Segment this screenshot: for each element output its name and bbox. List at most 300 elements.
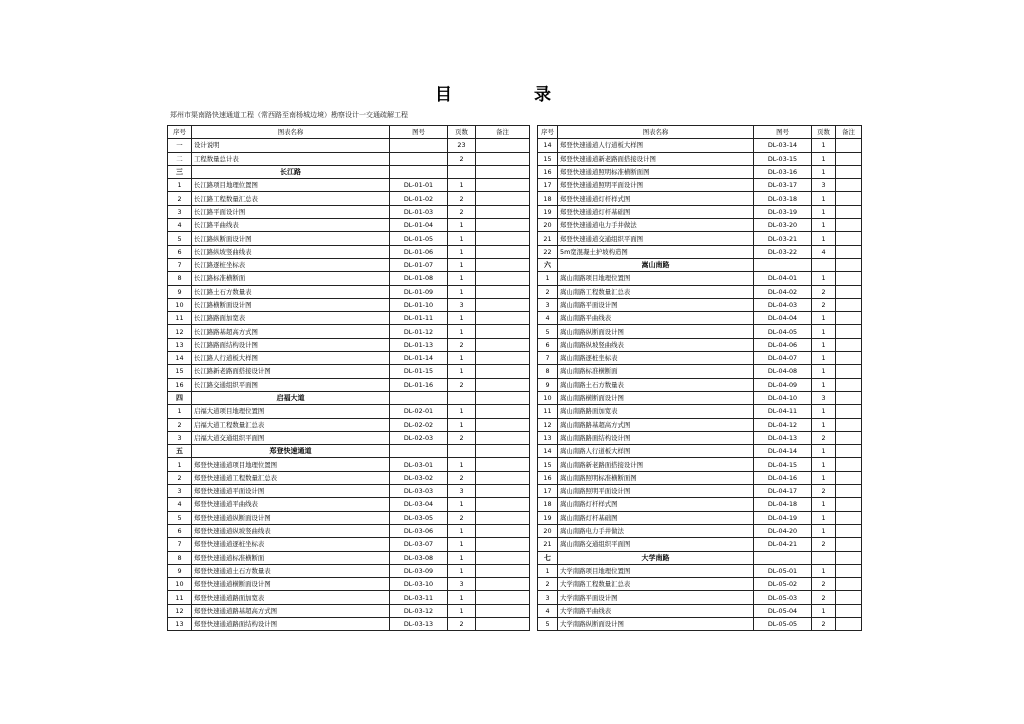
drawing-code: DL-03-19 <box>754 205 812 218</box>
table-row <box>168 405 530 418</box>
page-count: 1 <box>812 325 836 338</box>
note-cell <box>836 551 862 564</box>
row-number: 8 <box>168 551 192 564</box>
note-cell <box>836 338 862 351</box>
table-row <box>168 591 530 604</box>
drawing-name: 大学南路工程数量汇总表 <box>558 578 754 591</box>
note-cell <box>476 591 530 604</box>
row-number: 3 <box>168 431 192 444</box>
drawing-code: DL-01-11 <box>390 312 448 325</box>
drawing-code: DL-03-20 <box>754 219 812 232</box>
drawing-code: DL-04-02 <box>754 285 812 298</box>
table-row <box>168 272 530 285</box>
table-row <box>168 485 530 498</box>
page-count: 2 <box>812 578 836 591</box>
drawing-code: DL-04-10 <box>754 391 812 404</box>
table-row <box>538 192 862 205</box>
note-cell <box>836 219 862 232</box>
drawing-code: DL-03-05 <box>390 511 448 524</box>
note-cell <box>476 378 530 391</box>
header-note: 备注 <box>476 126 530 139</box>
drawing-code <box>390 165 448 178</box>
table-row <box>538 511 862 524</box>
drawing-code: DL-05-02 <box>754 578 812 591</box>
table-row <box>538 152 862 165</box>
row-number: 2 <box>168 471 192 484</box>
page-count: 2 <box>812 485 836 498</box>
header-code: 图号 <box>754 126 812 139</box>
header-no: 序号 <box>538 126 558 139</box>
row-number: 12 <box>168 604 192 617</box>
table-row <box>168 245 530 258</box>
drawing-name: 长江路工程数量汇总表 <box>192 192 390 205</box>
page-count: 1 <box>448 458 476 471</box>
note-cell <box>836 205 862 218</box>
page-count: 1 <box>448 591 476 604</box>
row-number: 16 <box>538 471 558 484</box>
note-cell <box>836 485 862 498</box>
table-row <box>538 591 862 604</box>
drawing-code <box>390 152 448 165</box>
drawing-name: 嵩山南路路面结构设计图 <box>558 431 754 444</box>
note-cell <box>476 485 530 498</box>
row-number: 19 <box>538 511 558 524</box>
drawing-code: DL-04-16 <box>754 471 812 484</box>
row-number: 11 <box>168 312 192 325</box>
page-count: 2 <box>448 205 476 218</box>
page-count: 1 <box>448 405 476 418</box>
header-code: 图号 <box>390 126 448 139</box>
row-number: 5 <box>168 511 192 524</box>
drawing-name: 大学南路纵断面设计图 <box>558 617 754 630</box>
note-cell <box>836 165 862 178</box>
drawing-code: DL-01-05 <box>390 232 448 245</box>
drawing-code: DL-03-09 <box>390 564 448 577</box>
drawing-code: DL-05-03 <box>754 591 812 604</box>
drawing-code: DL-01-04 <box>390 219 448 232</box>
page-count: 2 <box>448 378 476 391</box>
page-count: 1 <box>812 152 836 165</box>
row-number: 9 <box>538 378 558 391</box>
header-note: 备注 <box>836 126 862 139</box>
row-number: 9 <box>168 285 192 298</box>
drawing-name: 启福大道项目地理位置图 <box>192 405 390 418</box>
row-number: 16 <box>168 378 192 391</box>
table-row <box>168 431 530 444</box>
row-number: 16 <box>538 165 558 178</box>
page-count: 1 <box>812 165 836 178</box>
drawing-code: DL-03-22 <box>754 245 812 258</box>
table-row <box>538 458 862 471</box>
table-row <box>168 139 530 152</box>
drawing-name: 长江路纵断面设计图 <box>192 232 390 245</box>
table-row <box>168 352 530 365</box>
page-count: 1 <box>812 564 836 577</box>
note-cell <box>476 192 530 205</box>
note-cell <box>476 152 530 165</box>
drawing-name: 嵩山南路项目地理位置图 <box>558 272 754 285</box>
note-cell <box>836 312 862 325</box>
note-cell <box>476 418 530 431</box>
row-number: 一 <box>168 139 192 152</box>
drawing-code: DL-03-18 <box>754 192 812 205</box>
row-number: 3 <box>538 591 558 604</box>
drawing-code: DL-03-08 <box>390 551 448 564</box>
note-cell <box>836 431 862 444</box>
drawing-code: DL-04-04 <box>754 312 812 325</box>
drawing-code: DL-04-13 <box>754 431 812 444</box>
table-row <box>538 524 862 537</box>
page-count: 1 <box>448 232 476 245</box>
drawing-code: DL-04-17 <box>754 485 812 498</box>
drawing-code: DL-01-09 <box>390 285 448 298</box>
table-row <box>168 298 530 311</box>
page-count: 1 <box>448 538 476 551</box>
page-count: 1 <box>448 604 476 617</box>
page-count: 1 <box>448 498 476 511</box>
drawing-name: 长江路新老路面搭接设计图 <box>192 365 390 378</box>
drawing-name: 郑登快速通道灯杆基础图 <box>558 205 754 218</box>
note-cell <box>836 378 862 391</box>
row-number: 1 <box>168 405 192 418</box>
row-number: 2 <box>168 418 192 431</box>
page-count: 1 <box>812 365 836 378</box>
row-number: 14 <box>538 445 558 458</box>
page-count: 3 <box>812 391 836 404</box>
row-number: 2 <box>538 578 558 591</box>
drawing-code: DL-04-18 <box>754 498 812 511</box>
row-number: 14 <box>538 139 558 152</box>
drawing-code: DL-04-09 <box>754 378 812 391</box>
note-cell <box>476 352 530 365</box>
drawing-name: 郑登快速通道新老路面搭接设计图 <box>558 152 754 165</box>
row-number: 19 <box>538 205 558 218</box>
table-row <box>168 578 530 591</box>
note-cell <box>836 285 862 298</box>
table-row <box>538 245 862 258</box>
table-row <box>168 192 530 205</box>
drawing-code: DL-02-02 <box>390 418 448 431</box>
row-number: 1 <box>538 564 558 577</box>
drawing-name: 嵩山南路标准横断面 <box>558 365 754 378</box>
page-count: 2 <box>812 298 836 311</box>
page-count: 1 <box>812 338 836 351</box>
drawing-code: DL-01-14 <box>390 352 448 365</box>
row-number: 2 <box>168 192 192 205</box>
drawing-code: DL-05-01 <box>754 564 812 577</box>
note-cell <box>836 232 862 245</box>
row-number: 8 <box>168 272 192 285</box>
note-cell <box>476 498 530 511</box>
drawing-name: 郑登快速通道照明平面设计图 <box>558 179 754 192</box>
header-name: 图表名称 <box>558 126 754 139</box>
row-number: 4 <box>168 498 192 511</box>
note-cell <box>836 245 862 258</box>
page-count: 1 <box>448 325 476 338</box>
drawing-code: DL-04-03 <box>754 298 812 311</box>
table-header-row <box>538 126 862 139</box>
table-row <box>168 418 530 431</box>
table-row <box>538 312 862 325</box>
drawing-name: 嵩山南路灯杆基础图 <box>558 511 754 524</box>
note-cell <box>836 258 862 271</box>
note-cell <box>476 272 530 285</box>
drawing-code: DL-04-11 <box>754 405 812 418</box>
row-number: 7 <box>168 538 192 551</box>
table-row <box>538 219 862 232</box>
drawing-code <box>754 551 812 564</box>
drawing-code: DL-01-06 <box>390 245 448 258</box>
table-row <box>538 165 862 178</box>
page-count <box>448 391 476 404</box>
drawing-name: 嵩山南路路面加宽表 <box>558 405 754 418</box>
section-row <box>168 165 530 178</box>
drawing-code: DL-03-17 <box>754 179 812 192</box>
drawing-name: 嵩山南路电力手井做法 <box>558 524 754 537</box>
note-cell <box>836 152 862 165</box>
page-count: 1 <box>812 352 836 365</box>
table-row <box>538 285 862 298</box>
table-row <box>538 471 862 484</box>
drawing-code: DL-04-14 <box>754 445 812 458</box>
page-count: 2 <box>448 511 476 524</box>
note-cell <box>836 405 862 418</box>
drawing-code: DL-02-03 <box>390 431 448 444</box>
table-row <box>538 445 862 458</box>
note-cell <box>476 391 530 404</box>
page-count: 2 <box>448 471 476 484</box>
note-cell <box>476 538 530 551</box>
toc-table-right <box>537 125 862 631</box>
note-cell <box>836 365 862 378</box>
drawing-name: 大学南路项目地理位置图 <box>558 564 754 577</box>
note-cell <box>836 617 862 630</box>
table-row <box>168 458 530 471</box>
drawing-name: 大学南路平面设计图 <box>558 591 754 604</box>
page-count: 1 <box>448 365 476 378</box>
note-cell <box>476 258 530 271</box>
row-number: 3 <box>538 298 558 311</box>
drawing-code: DL-03-21 <box>754 232 812 245</box>
drawing-name: 嵩山南路平面设计图 <box>558 298 754 311</box>
table-row <box>538 405 862 418</box>
drawing-name: 郑登快速通道人行道板大样图 <box>558 139 754 152</box>
note-cell <box>836 391 862 404</box>
page-count: 1 <box>448 564 476 577</box>
drawing-code: DL-03-16 <box>754 165 812 178</box>
row-number: 13 <box>168 338 192 351</box>
drawing-code: DL-04-05 <box>754 325 812 338</box>
page-count: 2 <box>448 617 476 630</box>
table-row <box>538 391 862 404</box>
drawing-code: DL-03-15 <box>754 152 812 165</box>
table-row <box>538 564 862 577</box>
table-row <box>168 365 530 378</box>
row-number: 六 <box>538 258 558 271</box>
drawing-code: DL-04-07 <box>754 352 812 365</box>
page-count: 2 <box>448 431 476 444</box>
drawing-name: 长江路标准横断面 <box>192 272 390 285</box>
drawing-name: 长江路逐桩坐标表 <box>192 258 390 271</box>
drawing-name: 启福大道交通组织平面图 <box>192 431 390 444</box>
row-number: 2 <box>538 285 558 298</box>
note-cell <box>476 445 530 458</box>
drawing-name: 长江路路基超高方式图 <box>192 325 390 338</box>
row-number: 11 <box>168 591 192 604</box>
row-number: 14 <box>168 352 192 365</box>
drawing-code: DL-05-04 <box>754 604 812 617</box>
table-row <box>538 352 862 365</box>
page-count: 3 <box>448 298 476 311</box>
page-count: 2 <box>812 591 836 604</box>
page-count: 2 <box>448 338 476 351</box>
row-number: 3 <box>168 485 192 498</box>
table-row <box>168 524 530 537</box>
drawing-code: DL-02-01 <box>390 405 448 418</box>
row-number: 20 <box>538 524 558 537</box>
table-row <box>538 205 862 218</box>
page-count: 1 <box>448 524 476 537</box>
page-count: 1 <box>448 551 476 564</box>
row-number: 15 <box>168 365 192 378</box>
drawing-name: 长江路平曲线表 <box>192 219 390 232</box>
drawing-code: DL-01-13 <box>390 338 448 351</box>
note-cell <box>476 604 530 617</box>
page-count: 1 <box>812 498 836 511</box>
note-cell <box>476 165 530 178</box>
row-number: 10 <box>168 298 192 311</box>
table-row <box>168 378 530 391</box>
table-row <box>538 325 862 338</box>
note-cell <box>476 179 530 192</box>
section-title: 启福大道 <box>192 391 390 404</box>
drawing-code: DL-01-08 <box>390 272 448 285</box>
section-row <box>538 258 862 271</box>
drawing-code: DL-05-05 <box>754 617 812 630</box>
page-count: 1 <box>448 352 476 365</box>
page-count: 1 <box>448 179 476 192</box>
row-number: 七 <box>538 551 558 564</box>
note-cell <box>836 498 862 511</box>
note-cell <box>836 604 862 617</box>
drawing-name: 郑登快速通道路面结构设计图 <box>192 617 390 630</box>
section-title: 郑登快速通道 <box>192 445 390 458</box>
drawing-name: 长江路项目地理位置图 <box>192 179 390 192</box>
row-number: 9 <box>168 564 192 577</box>
row-number: 20 <box>538 219 558 232</box>
drawing-name: 郑登快速通道工程数量汇总表 <box>192 471 390 484</box>
drawing-name: 5m宽混凝土护坡构造图 <box>558 245 754 258</box>
page-count: 1 <box>812 524 836 537</box>
note-cell <box>836 538 862 551</box>
project-subtitle: 郑州市渠南路快速通道工程（常西路至南杨城边境）勘察设计一交通疏解工程 <box>170 111 408 119</box>
row-number: 11 <box>538 405 558 418</box>
note-cell <box>476 551 530 564</box>
table-row <box>168 232 530 245</box>
drawing-code: DL-03-01 <box>390 458 448 471</box>
table-row <box>538 365 862 378</box>
drawing-code <box>390 139 448 152</box>
page-count: 4 <box>812 245 836 258</box>
table-row <box>538 498 862 511</box>
table-row <box>538 378 862 391</box>
table-row <box>168 564 530 577</box>
drawing-name: 郑登快速通道土石方数量表 <box>192 564 390 577</box>
table-row <box>538 179 862 192</box>
row-number: 21 <box>538 232 558 245</box>
drawing-name: 郑登快速通道灯杆样式图 <box>558 192 754 205</box>
table-row <box>168 285 530 298</box>
section-row <box>168 391 530 404</box>
drawing-code: DL-01-03 <box>390 205 448 218</box>
note-cell <box>476 458 530 471</box>
drawing-name: 嵩山南路照明平面设计图 <box>558 485 754 498</box>
header-pages: 页数 <box>812 126 836 139</box>
page-count: 1 <box>812 272 836 285</box>
drawing-name: 设计说明 <box>192 139 390 152</box>
page-count: 2 <box>448 192 476 205</box>
drawing-code: DL-01-16 <box>390 378 448 391</box>
drawing-name: 郑登快速通道逐桩坐标表 <box>192 538 390 551</box>
note-cell <box>476 245 530 258</box>
drawing-code: DL-01-12 <box>390 325 448 338</box>
drawing-name: 郑登快速通道项目地理位置图 <box>192 458 390 471</box>
drawing-name: 嵩山南路交通组织平面图 <box>558 538 754 551</box>
row-number: 1 <box>168 458 192 471</box>
page-count <box>448 445 476 458</box>
page-count: 1 <box>812 471 836 484</box>
note-cell <box>476 617 530 630</box>
toc-body-left <box>168 139 530 631</box>
drawing-name: 郑登快速通道路面加宽表 <box>192 591 390 604</box>
row-number: 5 <box>538 325 558 338</box>
table-row <box>538 578 862 591</box>
drawing-name: 嵩山南路新老路面搭接设计图 <box>558 458 754 471</box>
page-count: 1 <box>448 245 476 258</box>
drawing-name: 长江路平面设计图 <box>192 205 390 218</box>
page-count: 1 <box>812 405 836 418</box>
table-row <box>168 179 530 192</box>
page-count: 1 <box>812 312 836 325</box>
toc-body-right <box>538 139 862 631</box>
note-cell <box>476 578 530 591</box>
table-row <box>168 471 530 484</box>
row-number: 17 <box>538 179 558 192</box>
row-number: 10 <box>168 578 192 591</box>
drawing-name: 长江路路面结构设计图 <box>192 338 390 351</box>
note-cell <box>476 471 530 484</box>
row-number: 10 <box>538 391 558 404</box>
row-number: 7 <box>538 352 558 365</box>
row-number: 18 <box>538 192 558 205</box>
row-number: 4 <box>538 312 558 325</box>
drawing-code: DL-01-10 <box>390 298 448 311</box>
note-cell <box>836 591 862 604</box>
note-cell <box>476 564 530 577</box>
drawing-name: 嵩山南路横断面设计图 <box>558 391 754 404</box>
table-row <box>168 511 530 524</box>
table-header-row <box>168 126 530 139</box>
drawing-code: DL-03-04 <box>390 498 448 511</box>
table-row <box>538 232 862 245</box>
page-count: 3 <box>448 485 476 498</box>
page-count: 1 <box>812 458 836 471</box>
note-cell <box>836 445 862 458</box>
note-cell <box>836 524 862 537</box>
drawing-code: DL-03-03 <box>390 485 448 498</box>
drawing-code: DL-03-11 <box>390 591 448 604</box>
row-number: 3 <box>168 205 192 218</box>
